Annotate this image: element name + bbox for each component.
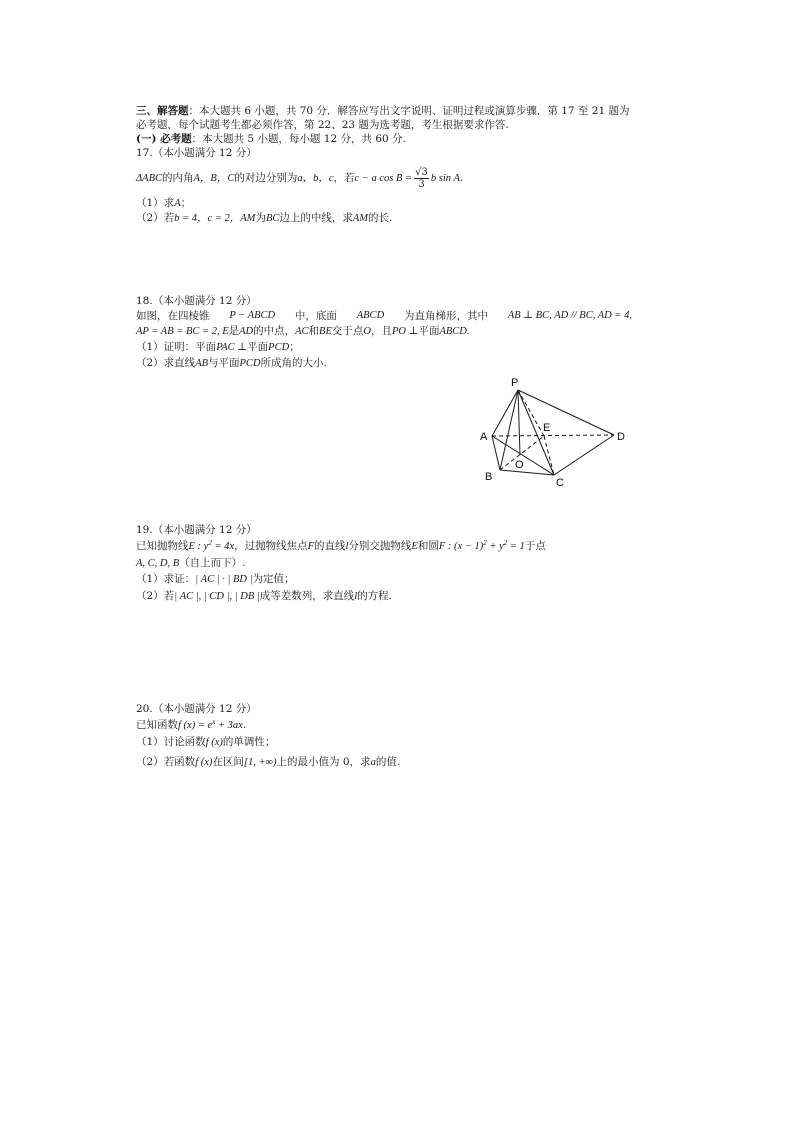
required-intro-line — [136, 132, 406, 146]
q20-text: . — [242, 719, 247, 731]
q17-angles: A，B，C — [193, 173, 235, 184]
q17-stem — [136, 166, 463, 191]
q18-text: 平面 — [247, 341, 269, 353]
q20-text: 的单调性； — [222, 736, 276, 748]
q19-text: （2）若 — [136, 590, 175, 602]
q20-text: （1）讨论函数 — [136, 736, 206, 748]
q19-text: （1）求证： — [136, 573, 196, 585]
q18-text: 平面 — [418, 325, 440, 337]
label-P: P — [511, 377, 519, 389]
q19-math: = 1 — [507, 541, 525, 552]
q18-line2 — [136, 324, 470, 339]
q18-math: AB ⊥ BC, AD // BC, AD = 4, — [507, 310, 632, 321]
q17-part2-math: AM — [352, 213, 369, 224]
q18-text: ； — [289, 341, 300, 353]
q17-part2-text: 的长. — [368, 212, 393, 224]
q18-math: PCD — [268, 342, 290, 353]
q17-part1-var: A — [174, 198, 181, 209]
q19-math: + y — [486, 541, 504, 552]
q20-math: [1, +∞) — [243, 757, 277, 768]
q19-math: l — [345, 541, 349, 552]
q17-part1-text: ； — [180, 197, 192, 209]
q17-triangle: ΔABC — [136, 173, 162, 184]
q19-math: A, C, D, B — [136, 558, 180, 569]
q18-part2 — [136, 356, 327, 371]
q19-math: | AC | · | BD | — [195, 574, 253, 585]
q18-text: （1）证明：平面 — [136, 341, 217, 353]
q18-text: 的中点， — [253, 325, 296, 337]
q19-text: 成等差数列，求直线 — [259, 590, 355, 602]
label-D: D — [617, 431, 625, 443]
q18-part1 — [136, 340, 300, 355]
q19-text: 的方程. — [357, 590, 393, 602]
q19-math: | AC |, | CD |, | DB | — [174, 591, 260, 602]
q17-part2 — [136, 211, 392, 226]
q19-line1 — [136, 539, 546, 554]
q17-equation-left: c − a cos B = — [354, 173, 413, 184]
q18-text: ，且 — [370, 325, 392, 337]
label-E: E — [543, 422, 551, 434]
required-intro-text: ：本大题共 5 小题，每小题 12 分，共 60 分. — [191, 133, 406, 145]
q19-exponent: 2 — [208, 539, 212, 547]
edge-CD — [554, 435, 614, 475]
q17-part2-text: （2）若 — [136, 212, 175, 224]
q19-text: 和圆 — [417, 540, 439, 552]
label-C: C — [556, 477, 564, 489]
q20-exponent: x — [212, 718, 216, 726]
q17-part2-math: b = 4，c = 2，AM — [174, 213, 256, 224]
q17-part2-math: BC — [265, 213, 280, 224]
q17-sides: a，b，c — [297, 173, 334, 184]
q18-math: O — [363, 326, 371, 337]
section-intro-text: ：本大题共 6 小题，共 70 分．解答应写出文字说明、证明过程或演算步骤．第 17 至 21 题为 — [188, 105, 630, 117]
required-title: (一) 必考题 — [136, 133, 192, 145]
q17-header: 17.（本小题满分 12 分） — [136, 147, 257, 159]
edge-PD — [518, 390, 614, 435]
edge-BC — [500, 470, 554, 475]
q19-text: 分别交抛物线 — [348, 540, 412, 552]
q19-part2 — [136, 589, 392, 604]
q19-text: 于点 — [524, 540, 546, 552]
q19-math: E : y — [188, 541, 209, 552]
hidden-edge-AD — [492, 435, 614, 436]
q17-fraction-denominator: 3 — [418, 178, 425, 190]
q17-text: 的内角 — [162, 172, 194, 184]
q19-line2 — [136, 556, 246, 571]
q17-part1 — [136, 196, 191, 211]
q19-part1 — [136, 572, 295, 587]
q18-math: AC — [295, 326, 309, 337]
q20-header: 20.（本小题满分 12 分） — [136, 703, 257, 715]
q19-header: 19.（本小题满分 12 分） — [136, 524, 257, 536]
q17-text: ，若 — [333, 172, 355, 184]
q18-math: ABCD — [356, 310, 385, 321]
edge-PA — [492, 390, 518, 436]
line-PO — [518, 390, 520, 455]
q20-math: f (x) — [195, 757, 213, 768]
q20-math: a — [370, 757, 376, 768]
q19-math: = 4x — [211, 541, 235, 552]
q18-text: 是 — [228, 325, 240, 337]
q20-text: 已知函数 — [136, 719, 178, 731]
q18-text: 所成角的大小. — [260, 357, 327, 369]
q20-line1 — [136, 718, 246, 733]
q17-text: 的对边分别为 — [234, 172, 298, 184]
edge-AB — [492, 436, 500, 470]
q18-math: AB — [195, 358, 209, 369]
q19-math: l — [354, 591, 358, 602]
q19-math: F : (x − 1) — [438, 541, 484, 552]
q18-text: 与平面 — [208, 357, 240, 369]
q19-text: ，过抛物线焦点 — [234, 540, 308, 552]
pyramid-figure — [470, 370, 640, 490]
q19-math: E — [411, 541, 418, 552]
q18-text: 和 — [308, 325, 320, 337]
q20-text: 上的最小值为 0，求 — [276, 756, 371, 768]
q17-part2-text: 为 — [255, 212, 266, 224]
q18-text: （2）求直线 — [136, 357, 196, 369]
label-O: O — [515, 459, 524, 471]
q17-part1-text: （1）求 — [136, 197, 175, 209]
q18-header: 18.（本小题满分 12 分） — [136, 295, 257, 307]
q20-text: （2）若函数 — [136, 756, 196, 768]
label-A: A — [480, 431, 488, 443]
q17-equation-right: b sin A — [430, 173, 460, 184]
section-intro-line-1 — [136, 104, 629, 118]
section-intro-line-2: 必考题，每个试题考生都必须作答，第 22、23 题为选考题，考生根据要求作答. — [136, 119, 509, 131]
section-title: 三、解答题 — [136, 105, 189, 117]
q18-text: 交于点 — [331, 325, 364, 337]
q18-math: ABCD. — [439, 326, 470, 337]
q20-math: + 3ax — [215, 720, 243, 731]
q18-math: BE — [319, 326, 332, 337]
q19-text: （自上而下）. — [179, 557, 246, 569]
q18-text: 如图，在四棱锥 — [136, 310, 210, 322]
q20-part2 — [136, 755, 400, 770]
q17-part2-text: 边上的中线，求 — [279, 212, 353, 224]
q19-math: F — [307, 541, 314, 552]
q19-exponent: 2 — [483, 539, 487, 547]
q17-fraction-numerator: √3 — [415, 166, 428, 178]
q19-text: 已知抛物线 — [136, 540, 189, 552]
q17-fraction — [414, 167, 429, 190]
q18-line1 — [136, 309, 632, 323]
q20-math: f (x) — [205, 737, 223, 748]
q19-text: 为定值； — [252, 573, 295, 585]
q20-text: 在区间 — [212, 756, 244, 768]
hidden-line-PE — [518, 390, 544, 436]
q18-text: 中，底面 — [294, 310, 337, 322]
q18-math: PAC ⊥ — [216, 342, 248, 353]
edge-PB — [500, 390, 518, 470]
label-B: B — [485, 471, 493, 483]
q17-text: . — [459, 172, 464, 184]
q18-math: AP = AB = BC = 2, E — [136, 326, 229, 337]
q18-math: PO ⊥ — [391, 326, 419, 337]
q20-part1 — [136, 735, 275, 750]
q20-text: 的值. — [375, 756, 401, 768]
q18-math: PCD — [239, 358, 261, 369]
q20-math: f (x) = e — [178, 720, 213, 731]
q19-text: 的直线 — [314, 540, 346, 552]
q19-exponent: 2 — [503, 539, 508, 547]
q18-math: P − ABCD — [229, 310, 276, 321]
q18-math: AD — [239, 326, 254, 337]
q18-text: 为直角梯形，其中 — [403, 310, 488, 322]
